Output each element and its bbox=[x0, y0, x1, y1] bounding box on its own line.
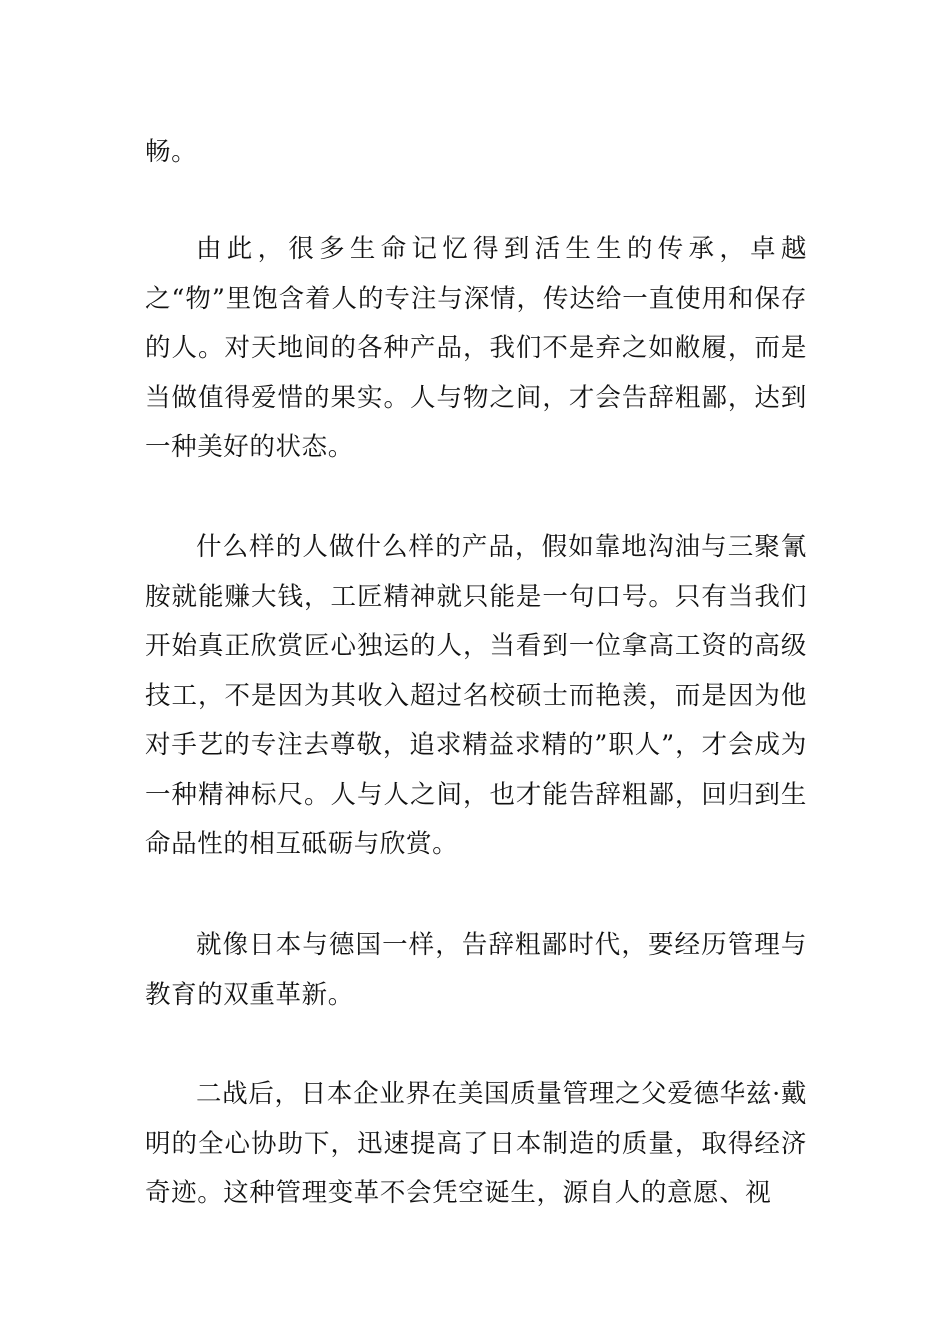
paragraph-memory-inheritance: 由此，很多生命记忆得到活生生的传承，卓越之“物”里饱含着人的专注与深情，传达给一直使用和保存的人。对天地间的各种产品，我们不是弃之如敝履，而是当做值得爱惜的果实。人与物之间，才会告辞粗鄙，达到一种美好的状态。 bbox=[145, 234, 807, 462]
paragraph-continuation: 畅。 bbox=[145, 137, 198, 167]
paragraph-japan-germany: 就像日本与德国一样，告辞粗鄙时代，要经历管理与教育的双重革新。 bbox=[145, 930, 807, 1010]
paragraph-postwar-japan: 二战后，日本企业界在美国质量管理之父爱德华兹·戴明的全心协助下，迅速提高了日本制造的质量，取得经济奇迹。这种管理变革不会凭空诞生，源自人的意愿、视 bbox=[145, 1079, 807, 1208]
paragraph-craftsman-spirit: 什么样的人做什么样的产品，假如靠地沟油与三聚氰胺就能赚大钱，工匠精神就只能是一句口号。只有当我们开始真正欣赏匠心独运的人，当看到一位拿高工资的高级技工，不是因为其收入超过名校硕士而艳羡，而是因为他对手艺的专注去尊敬，追求精益求精的”职人”，才会成为一种精神标尺。人与人之间，也才能告辞粗鄙，回归到生命品性的相互砥砺与欣赏。 bbox=[145, 532, 807, 859]
